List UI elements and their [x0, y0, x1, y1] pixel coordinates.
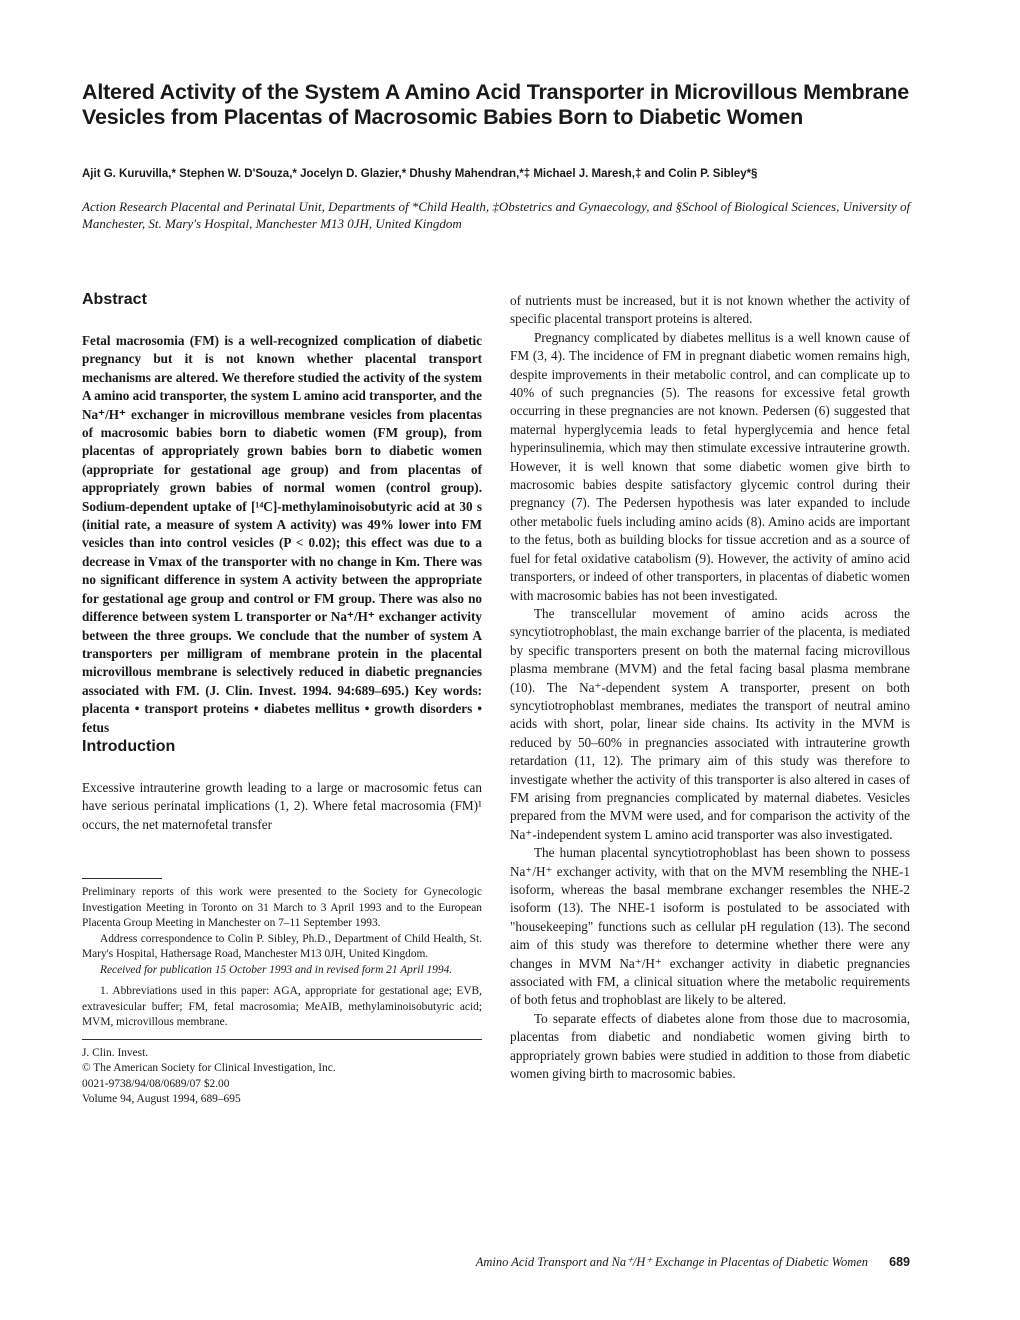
body-paragraph: of nutrients must be increased, but it is not known whether the activity of specific placental transport proteins is altered. — [510, 293, 910, 327]
introduction-heading: Introduction — [82, 737, 176, 755]
footnote-address: Address correspondence to Colin P. Sibley, Ph.D., Department of Child Health, St. Mary's Hospital, Hathersage Road, Manchester M13 0JH, United Kingdom. — [82, 932, 482, 961]
left-column — [82, 290, 482, 1108]
journal-name: J. Clin. Invest. — [82, 1046, 149, 1059]
right-column — [510, 292, 910, 1083]
copyright-line: © The American Society for Clinical Investigation, Inc. — [82, 1062, 336, 1075]
author-list: Ajit G. Kuruvilla,* Stephen W. D'Souza,* Jocelyn D. Glazier,* Dhushy Mahendran,*‡ Michael J. Maresh,‡ and Colin P. Sibley*§ — [82, 168, 758, 180]
body-paragraph: The transcellular movement of amino acids across the syncytiotrophoblast, the main exchange barrier of the placenta, is mediated by specific transporters present on both the maternal facing microvillous plasma membrane (MVM) and the fetal facing basal plasma membrane (10). The Na⁺-dependent system A transporter, present on both syncytiotrophoblast membranes, mediates the transport of neutral amino acids with short, polar, linear side chains. Its activity in the MVM is reduced by 50–60% in pregnancies associated with intrauterine growth retardation (11, 12). The primary aim of this study was therefore to investigate whether the activity of this transporter is also altered in cases of FM arising from pregnancies complicated by maternal diabetes. Vesicles prepared from the MVM were used, and for comparison the activity of the Na⁺-independent system L amino acid transporter was also investigated. — [510, 605, 910, 842]
running-title: Amino Acid Transport and Na⁺/H⁺ Exchange in Placentas of Diabetic Women — [475, 1255, 869, 1269]
footnote-abbreviations: 1. Abbreviations used in this paper: AGA, appropriate for gestational age; EVB, extravesicular buffer; FM, fetal macrosomia; MeAIB, methylaminoisobutyric acid; MVM, microvillous membrane. — [82, 985, 482, 1029]
page-footer — [380, 1254, 910, 1270]
footnote-received: Received for publication 15 October 1993 and in revised form 21 April 1994. — [100, 963, 453, 976]
affiliation: Action Research Placental and Perinatal Unit, Departments of *Child Health, ‡Obstetrics and Gynaecology, and §School of Biological Sciences, University of Manchester, St. Mary's Hospital, Manchester M13 0JH, United Kingdom — [82, 199, 911, 231]
volume-line: Volume 94, August 1994, 689–695 — [82, 1093, 241, 1106]
abstract-heading: Abstract — [82, 291, 147, 308]
body-paragraph: To separate effects of diabetes alone from those due to macrosomia, placentas from diabetic and nondiabetic women giving birth to appropriately grown babies were studied in addition to those from diabetic women giving birth to macrosomic babies. — [510, 1010, 910, 1082]
footnote-divider — [82, 878, 162, 879]
introduction-text: Excessive intrauterine growth leading to a large or macrosomic fetus can have serious perinatal implications (1, 2). Where fetal macrosomia (FM)¹ occurs, the net maternofetal transfer — [82, 779, 482, 832]
issn-line: 0021-9738/94/08/0689/07 $2.00 — [82, 1077, 230, 1090]
footnote-preliminary: Preliminary reports of this work were presented to the Society for Gynecologic Investigation Meeting in Toronto on 31 March to 3 April 1993 and to the European Placenta Group Meeting in Manchester on 7–11 September 1993. — [82, 886, 482, 930]
body-paragraph: Pregnancy complicated by diabetes mellitus is a well known cause of FM (3, 4). The incidence of FM in pregnant diabetic women remains high, despite improvements in their metabolic control, and can complicate up to 40% of such pregnancies (5). The reasons for excessive fetal growth occurring in these pregnancies are not known. Pedersen (6) suggested that maternal hyperglycemia leads to fetal hyperglycemia and hence fetal hyperinsulinemia, which may then stimulate excessive intrauterine growth. However, it is well known that some diabetic women give birth to macrosomic babies despite satisfactory glycemic control during their pregnancy (7). The Pedersen hypothesis was later expanded to include other metabolic fuels including amino acids (8). Amino acids are important to the fetus, both as building blocks for tissue accretion and as a source of fuel for fetal oxidative catabolism (9). However, the activity of amino acid transporters, or indeed of other transporters, in placentas of diabetic women with macrosomic babies has not been investigated. — [510, 329, 910, 603]
abstract-text: Fetal macrosomia (FM) is a well-recognized complication of diabetic pregnancy but it is not known whether placental transport mechanisms are altered. We therefore studied the activity of the system A amino acid transporter, the system L amino acid transporter, and the Na⁺/H⁺ exchanger in microvillous membrane vesicles from placentas of macrosomic babies born to diabetic women (FM group), from placentas of appropriately grown babies born to diabetic women (appropriate for gestational age group) and from placentas of appropriately grown babies of normal women (control group). Sodium-dependent uptake of [¹⁴C]-methylaminoisobutyric acid at 30 s (initial rate, a measure of system A activity) was 49% lower into FM vesicles than into control vesicles (P < 0.02); this effect was due to a decrease in Vmax of the transporter with no change in Km. There was no significant difference in system A activity between the appropriate for gestational age group and control or FM group. There was also no difference between system L transporter or Na⁺/H⁺ exchanger activity between the three groups. We conclude that the number of system A transporters per milligram of membrane protein in the placental microvillous membrane is selectively reduced in diabetic pregnancies associated with FM. (J. Clin. Invest. 1994. 94:689–695.) Key words: placenta • transport proteins • diabetes mellitus • growth disorders • fetus — [82, 333, 482, 735]
page-number: 689 — [889, 1255, 910, 1269]
article-title: Altered Activity of the System A Amino Acid Transporter in Microvillous Membrane Vesicles from Placentas of Macrosomic Babies Born to Diabetic Women — [82, 80, 910, 129]
journal-info-divider — [82, 1039, 482, 1040]
body-paragraph: The human placental syncytiotrophoblast has been shown to possess Na⁺/H⁺ exchanger activity, with that on the MVM resembling the NHE-1 isoform, whereas the basal membrane exchanger resembles the NHE-2 isoform (13). The NHE-1 isoform is postulated to be associated with "housekeeping" functions such as cellular pH regulation (13). The second aim of this study was therefore to determine whether there were any changes in MVM Na⁺/H⁺ exchanger activity in diabetic pregnancies associated with FM, a clinical situation where the metabolic requirements of both fetus and trophoblast are likely to be altered. — [510, 845, 910, 1008]
